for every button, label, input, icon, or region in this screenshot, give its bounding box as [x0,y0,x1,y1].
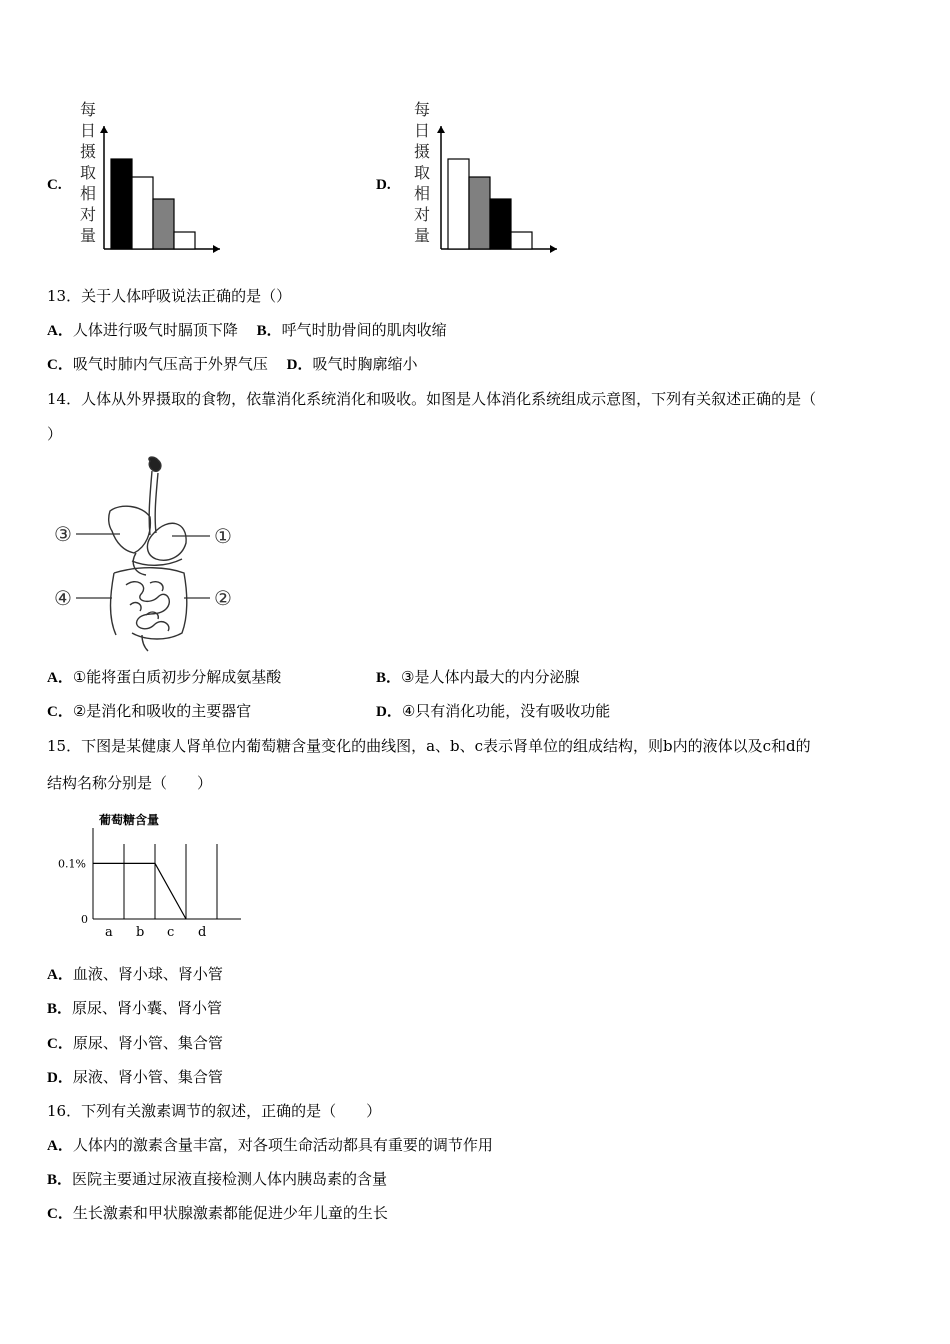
marker-2: ② [214,586,232,610]
marker-4: ④ [54,586,72,610]
q13-d-text: 吸气时胸廓缩小 [312,355,418,373]
bar [174,232,195,249]
y-axis-char: 取 [413,163,430,182]
y-axis-char: 摄 [413,142,430,161]
digestive-system-diagram [50,455,245,655]
stomach [147,523,186,560]
q14-option-b [376,666,579,687]
q13-b-letter: B． [256,323,282,339]
q14-option-c [47,700,251,721]
marker-1: ① [214,524,232,548]
x-tick-label: b [136,925,145,940]
q16-option-a [47,1134,493,1155]
y-axis-char: 对 [413,205,430,224]
q16-c-letter: C． [47,1206,73,1222]
y-axis-char: 日 [413,121,430,140]
y-axis-char: 每 [79,100,96,119]
q15-c-letter: C． [47,1036,73,1052]
q14-b-text: ③是人体内最大的内分泌腺 [401,668,580,686]
q14-a-text: ①能将蛋白质初步分解成氨基酸 [72,668,282,686]
y-tick-label: 0 [81,913,88,926]
q13-d-letter: D． [286,357,313,373]
q16-stem: 16．下列有关激素调节的叙述，正确的是（ ） [47,1102,382,1120]
q15-c-text: 原尿、肾小管、集合管 [72,1034,223,1052]
q13-c-letter: C． [47,357,73,373]
q16-option-b [47,1168,387,1189]
marker-3: ③ [54,522,72,546]
q15-option-c [47,1032,223,1053]
bar [153,199,174,249]
q14-stem-line2: ） [47,425,63,443]
bar [448,159,469,249]
q13-stem: 13．关于人体呼吸说法正确的是（） [47,287,292,305]
q16-b-letter: B． [47,1172,73,1188]
q15-stem-line2: 结构名称分别是（ ） [47,774,213,792]
y-axis-char: 摄 [79,142,96,161]
q14-stem-line1: 14．人体从外界摄取的食物，依靠消化系统消化和吸收。如图是人体消化系统组成示意图，下列有关叙述正确的是（ [47,390,817,408]
option-c-label: C. [47,177,62,193]
x-tick-label: a [105,925,113,940]
q15-d-letter: D． [47,1070,73,1086]
q14-b-letter: B． [376,670,402,686]
q16-a-letter: A． [47,1138,73,1154]
q15-a-letter: A． [47,967,73,983]
x-tick-label: c [167,925,175,940]
q16-c-text: 生长激素和甲状腺激素都能促进少年儿童的生长 [72,1204,388,1222]
x-tick-label: d [198,925,207,940]
q13-a-letter: A． [47,323,73,339]
chart-title: 葡萄糖含量 [99,813,160,827]
bar-chart-d [433,118,563,258]
x-axis-arrow [213,245,220,253]
y-axis-char: 相 [79,184,96,203]
q14-d-letter: D． [376,704,402,720]
q14-option-a [47,666,281,687]
q15-d-text: 尿液、肾小管、集合管 [72,1068,223,1086]
y-axis-char: 日 [79,121,96,140]
q14-d-text: ④只有消化功能，没有吸收功能 [401,702,611,720]
q15-a-text: 血液、肾小球、肾小管 [72,965,223,983]
q14-option-d [376,700,610,721]
bar-chart-c [96,118,226,258]
x-axis-arrow [550,245,557,253]
bar [132,177,153,249]
y-axis-char: 取 [79,163,96,182]
q13-options-cd [47,353,418,374]
q14-c-text: ②是消化和吸收的主要器官 [72,702,252,720]
bar [469,177,490,249]
y-axis-arrow [100,126,108,133]
q14-a-letter: A． [47,670,73,686]
q16-b-text: 医院主要通过尿液直接检测人体内胰岛素的含量 [72,1170,388,1188]
q13-a-text: 人体进行吸气时膈顶下降 [72,321,238,339]
y-axis-char: 每 [413,100,430,119]
q16-option-c [47,1202,388,1223]
y-tick-label: 0.1% [58,857,86,871]
q13-c-text: 吸气时肺内气压高于外界气压 [72,355,268,373]
q15-b-text: 原尿、肾小囊、肾小管 [72,999,223,1017]
bar [490,199,511,249]
mouth-shape [149,457,161,471]
y-axis-arrow [437,126,445,133]
q15-option-b [47,997,222,1018]
bar [511,232,532,249]
q13-options-ab [47,319,447,340]
q15-stem-line1: 15．下图是某健康人肾单位内葡萄糖含量变化的曲线图，a、b、c表示肾单位的组成结构，则b内的液体以及c和d的 [47,737,811,755]
glucose-series-line [93,863,186,919]
q14-c-letter: C． [47,704,73,720]
q15-b-letter: B． [47,1001,73,1017]
y-axis-char: 量 [79,226,96,245]
glucose-line-chart [55,808,255,943]
y-axis-char: 相 [413,184,430,203]
liver [109,506,151,553]
q13-b-text: 呼气时肋骨间的肌肉收缩 [281,321,447,339]
option-d-label: D. [376,177,391,193]
q15-option-d [47,1066,223,1087]
q15-option-a [47,963,223,984]
bar [111,159,132,249]
y-axis-char: 量 [413,226,430,245]
y-axis-char: 对 [79,205,96,224]
q16-a-text: 人体内的激素含量丰富，对各项生命活动都具有重要的调节作用 [72,1136,493,1154]
